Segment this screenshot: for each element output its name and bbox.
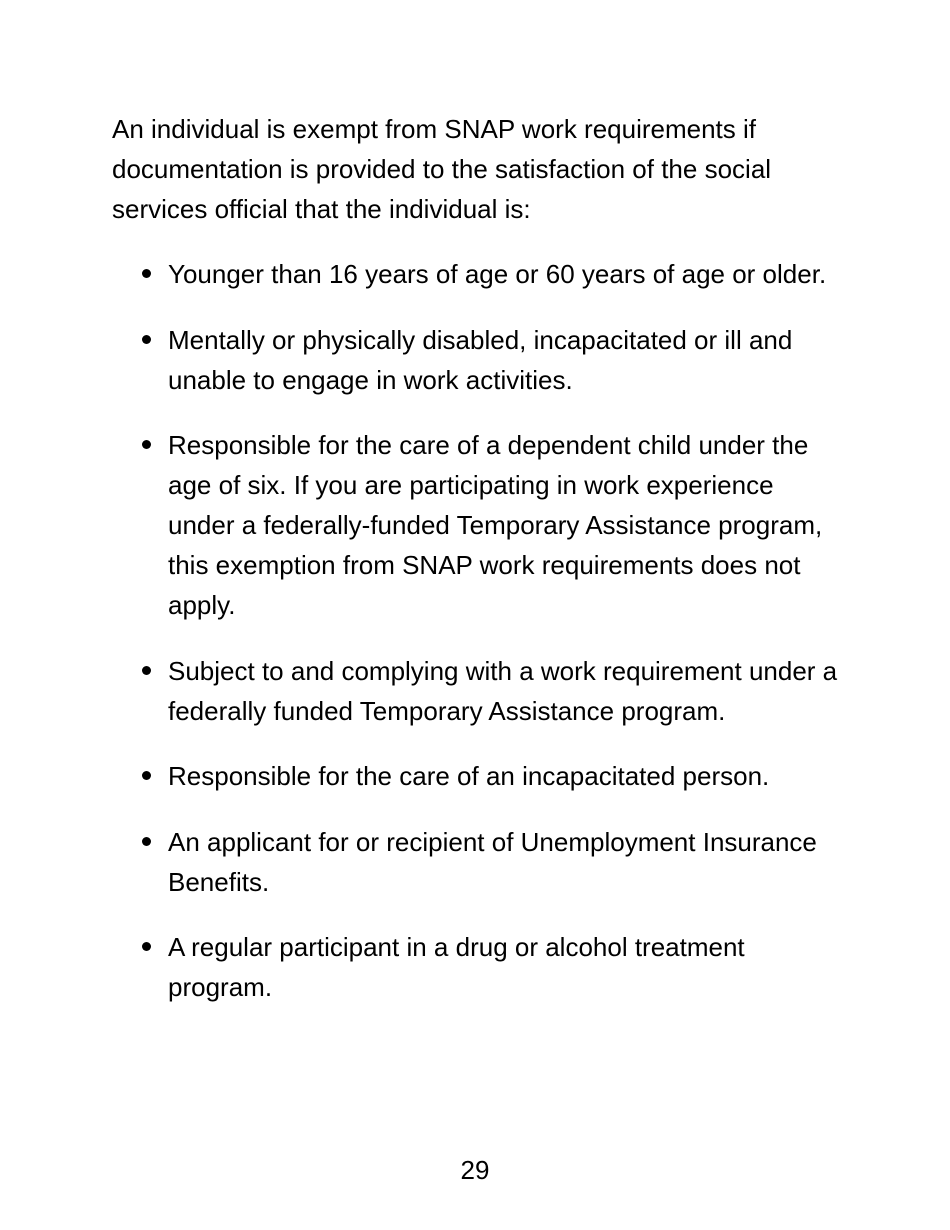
list-item (112, 651, 842, 731)
list-item (112, 254, 842, 294)
list-item (112, 756, 842, 796)
page-number: 29 (460, 1155, 490, 1185)
list-item (112, 822, 842, 902)
list-item-text: Younger than 16 years of age or 60 years of age or older. (168, 259, 827, 289)
list-item-text: A regular participant in a drug or alcohol treatment program. (168, 932, 745, 1002)
list-item (112, 425, 842, 625)
bullet-icon (142, 666, 151, 675)
bullet-icon (142, 837, 151, 846)
bullet-icon (142, 269, 151, 278)
bullet-icon (142, 771, 151, 780)
list-item (112, 320, 842, 400)
bullet-icon (142, 440, 151, 449)
list-item-text: Responsible for the care of a dependent child under the age of six. If you are participating in work experience under a federally-funded Temporary Assistance program, this exemption from SNAP work requirements does not apply. (168, 430, 823, 620)
exemption-list (112, 254, 842, 1033)
list-item-text: Responsible for the care of an incapacitated person. (168, 761, 770, 791)
bullet-icon (142, 942, 151, 951)
intro-paragraph: An individual is exempt from SNAP work requirements if documentation is provided to the satisfaction of the social services official that the individual is: (112, 114, 772, 224)
list-item (112, 927, 842, 1007)
list-item-text: Subject to and complying with a work requirement under a federally funded Temporary Assistance program. (168, 655, 838, 726)
list-item-text: An applicant for or recipient of Unemployment Insurance Benefits. (168, 826, 817, 897)
bullet-icon (142, 335, 151, 344)
list-item-text: Mentally or physically disabled, incapacitated or ill and unable to engage in work activities. (168, 324, 793, 395)
